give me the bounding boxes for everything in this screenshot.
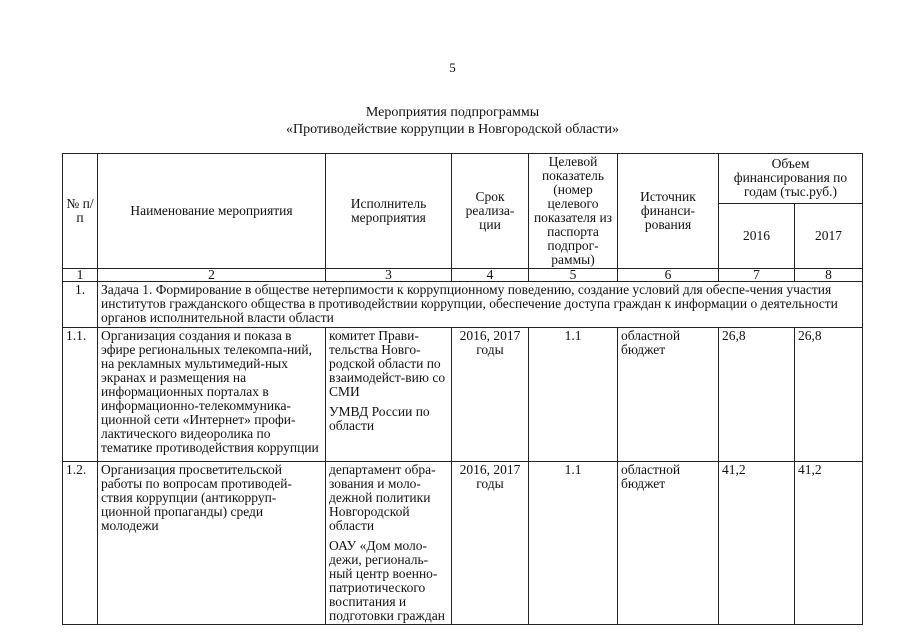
task-num: 1. bbox=[63, 282, 98, 328]
executor-line: ОАУ «Дом моло-дежи, региональ-ный центр военно-патриотического воспитания и подготовки граждан bbox=[329, 538, 445, 623]
header-num: № п/п bbox=[63, 154, 98, 269]
row-amount-2016: 26,8 bbox=[719, 328, 795, 462]
row-target: 1.1 bbox=[529, 462, 618, 625]
task-row bbox=[63, 282, 863, 328]
page-number: 5 bbox=[449, 60, 456, 75]
executor-line: УМВД России по области bbox=[329, 404, 430, 433]
column-number: 1 bbox=[63, 269, 98, 282]
row-executor bbox=[326, 328, 452, 462]
row-name: Организация просветительской работы по вопросам противодей-ствия коррупции (антикорруп-ционной пропаганды) среди молодежи bbox=[98, 462, 326, 625]
row-num: 1.2. bbox=[63, 462, 98, 625]
column-number: 4 bbox=[452, 269, 529, 282]
row-amount-2016: 41,2 bbox=[719, 462, 795, 625]
column-number: 3 bbox=[326, 269, 452, 282]
header-source: Источник финанси-рования bbox=[618, 154, 719, 269]
row-amount-2017: 41,2 bbox=[795, 462, 863, 625]
row-target: 1.1 bbox=[529, 328, 618, 462]
executor-line: департамент обра-зования и моло-дежной политики Новгородской области bbox=[329, 462, 436, 533]
header-name: Наименование мероприятия bbox=[98, 154, 326, 269]
task-text: Задача 1. Формирование в обществе нетерпимости к коррупционному поведению, создание условий для обеспе-чения участия институтов гражданского общества в противодействии коррупции, обеспечение доступа граждан к информации о деятельности органов исполнительной власти области bbox=[98, 282, 863, 328]
table-row bbox=[63, 462, 863, 625]
column-number: 6 bbox=[618, 269, 719, 282]
row-source: областной бюджет bbox=[618, 462, 719, 625]
row-source: областной бюджет bbox=[618, 328, 719, 462]
row-amount-2017: 26,8 bbox=[795, 328, 863, 462]
document-title bbox=[0, 104, 905, 138]
table-row bbox=[63, 328, 863, 462]
header-year-2016: 2016 bbox=[719, 203, 795, 268]
title-line-1: Мероприятия подпрограммы bbox=[365, 105, 540, 120]
header-year-2017: 2017 bbox=[795, 203, 863, 268]
header-executor: Исполнитель мероприятия bbox=[326, 154, 452, 269]
column-number: 7 bbox=[719, 269, 795, 282]
header-funding: Объем финансирования по годам (тыс.руб.) bbox=[719, 154, 863, 204]
column-number: 5 bbox=[529, 269, 618, 282]
row-executor bbox=[326, 462, 452, 625]
measures-table bbox=[62, 153, 863, 625]
column-number: 2 bbox=[98, 269, 326, 282]
title-line-2: «Противодействие коррупции в Новгородской области» bbox=[285, 122, 620, 137]
header-term: Срок реализа-ции bbox=[452, 154, 529, 269]
column-number: 8 bbox=[795, 269, 863, 282]
row-term: 2016, 2017 годы bbox=[452, 328, 529, 462]
row-name: Организация создания и показа в эфире региональных телекомпа-ний, на рекламных мультимедий-ных экранах и размещения на информационных порталах в информационно-телекоммуника-ционной сети «Интернет» профи-лактического видеоролика по тематике противодействия коррупции bbox=[98, 328, 326, 462]
row-num: 1.1. bbox=[63, 328, 98, 462]
row-term: 2016, 2017 годы bbox=[452, 462, 529, 625]
column-number-row bbox=[63, 269, 863, 282]
header-target: Целевой показатель (номер целевого показателя из паспорта подпрог-раммы) bbox=[529, 154, 618, 269]
executor-line: комитет Прави-тельства Новго-родской области по взаимодейст-вию со СМИ bbox=[329, 328, 446, 399]
